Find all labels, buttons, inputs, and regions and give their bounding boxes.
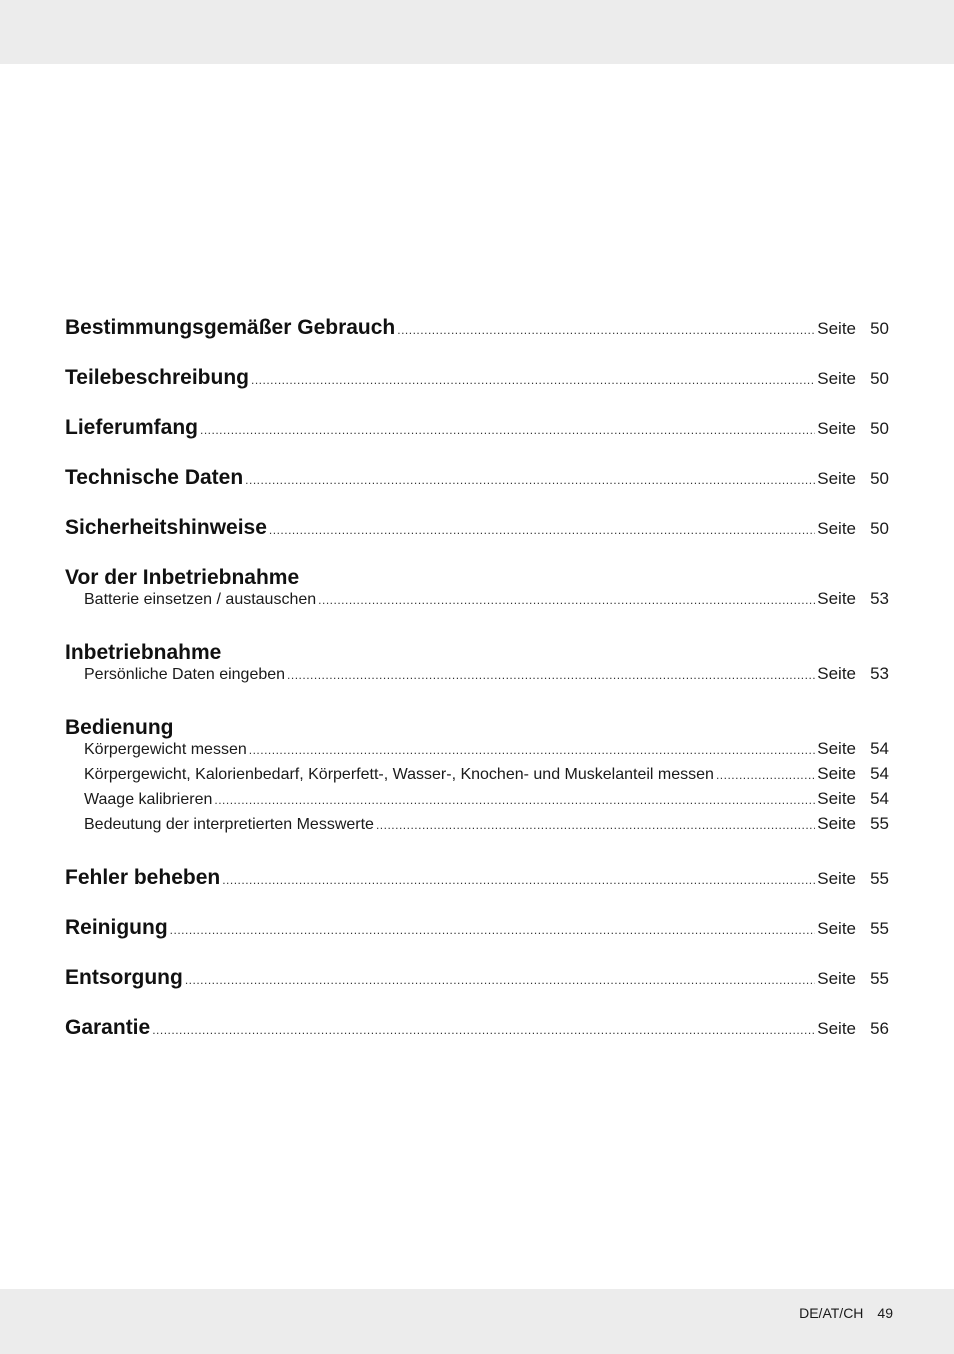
dot-leader: [214, 793, 815, 807]
toc-entry-entsorgung[interactable]: [65, 962, 889, 1012]
toc-heading: Vor der Inbetriebnahme: [65, 566, 300, 589]
dot-leader: [716, 768, 815, 782]
page-number: 49: [877, 1305, 893, 1321]
footer-band: [0, 1289, 954, 1354]
toc-subentry-waage-kalibrieren[interactable]: [65, 787, 889, 812]
dot-leader: [251, 373, 815, 387]
toc-heading: Sicherheitshinweise: [65, 516, 267, 539]
toc-subentry-label: Batterie einsetzen / austauschen: [84, 591, 317, 608]
toc-subentry-messwerte-bedeutung[interactable]: [65, 812, 889, 862]
dot-leader: [200, 423, 815, 437]
toc-heading: Entsorgung: [65, 966, 183, 989]
dot-leader: [222, 873, 815, 887]
page-reference: Seite 54: [817, 739, 889, 758]
toc-heading: Technische Daten: [65, 466, 244, 489]
dot-leader: [287, 668, 815, 682]
page-reference: Seite 55: [817, 969, 889, 988]
page-reference: Seite 53: [817, 589, 889, 608]
page-reference: Seite 55: [817, 869, 889, 888]
toc-group-heading[interactable]: [65, 637, 889, 662]
page-reference: Seite 56: [817, 1019, 889, 1038]
page-footer: [799, 1305, 893, 1321]
toc-heading: Inbetriebnahme: [65, 641, 222, 664]
toc-heading: Lieferumfang: [65, 416, 199, 439]
toc-entry-fehler-beheben[interactable]: [65, 862, 889, 912]
toc-entry-teilebeschreibung[interactable]: [65, 362, 889, 412]
table-of-contents: [65, 312, 889, 1062]
dot-leader: [185, 973, 815, 987]
page-reference: Seite 55: [817, 814, 889, 833]
toc-subentry-label: Waage kalibrieren: [84, 791, 213, 808]
dot-leader: [269, 523, 815, 537]
toc-section-vor-der-inbetriebnahme: [65, 562, 889, 637]
dot-leader: [318, 593, 815, 607]
page-reference: Seite 50: [817, 369, 889, 388]
dot-leader: [152, 1023, 815, 1037]
toc-subentry-koerperwerte-messen[interactable]: [65, 762, 889, 787]
toc-section-bedienung: [65, 712, 889, 862]
toc-entry-technische-daten[interactable]: [65, 462, 889, 512]
toc-subentry-label: Körpergewicht, Kalorienbedarf, Körperfett-, Wasser-, Knochen- und Muskelanteil messen: [84, 766, 714, 783]
dot-leader: [376, 818, 815, 832]
toc-group-heading[interactable]: [65, 562, 889, 587]
toc-subentry-label: Bedeutung der interpretierten Messwerte: [84, 816, 374, 833]
dot-leader: [397, 323, 815, 337]
dot-leader: [245, 473, 815, 487]
toc-entry-lieferumfang[interactable]: [65, 412, 889, 462]
region-label: DE/AT/CH: [799, 1305, 864, 1321]
toc-subentry-koerpergewicht-messen[interactable]: [65, 737, 889, 762]
page-reference: Seite 54: [817, 789, 889, 808]
toc-heading: Reinigung: [65, 916, 168, 939]
toc-subentry-persoenliche-daten[interactable]: [65, 662, 889, 712]
toc-entry-reinigung[interactable]: [65, 912, 889, 962]
toc-subentry-label: Körpergewicht messen: [84, 741, 247, 758]
toc-entry-bestimmungsgemaesser-gebrauch[interactable]: [65, 312, 889, 362]
toc-heading: Bedienung: [65, 716, 174, 739]
page-reference: Seite 55: [817, 919, 889, 938]
toc-group-heading[interactable]: [65, 712, 889, 737]
page-reference: Seite 54: [817, 764, 889, 783]
page-reference: Seite 50: [817, 469, 889, 488]
toc-subentry-batterie[interactable]: [65, 587, 889, 637]
toc-section-inbetriebnahme: [65, 637, 889, 712]
page-reference: Seite 50: [817, 319, 889, 338]
page-reference: Seite 50: [817, 519, 889, 538]
toc-heading: Garantie: [65, 1016, 151, 1039]
toc-heading: Bestimmungsgemäßer Gebrauch: [65, 316, 396, 339]
page-reference: Seite 50: [817, 419, 889, 438]
page-reference: Seite 53: [817, 664, 889, 683]
dot-leader: [170, 923, 816, 937]
toc-subentry-label: Persönliche Daten eingeben: [84, 666, 286, 683]
header-band: [0, 0, 954, 64]
toc-entry-sicherheitshinweise[interactable]: [65, 512, 889, 562]
toc-heading: Teilebeschreibung: [65, 366, 249, 389]
toc-heading: Fehler beheben: [65, 866, 221, 889]
dot-leader: [249, 743, 816, 757]
toc-entry-garantie[interactable]: [65, 1012, 889, 1062]
